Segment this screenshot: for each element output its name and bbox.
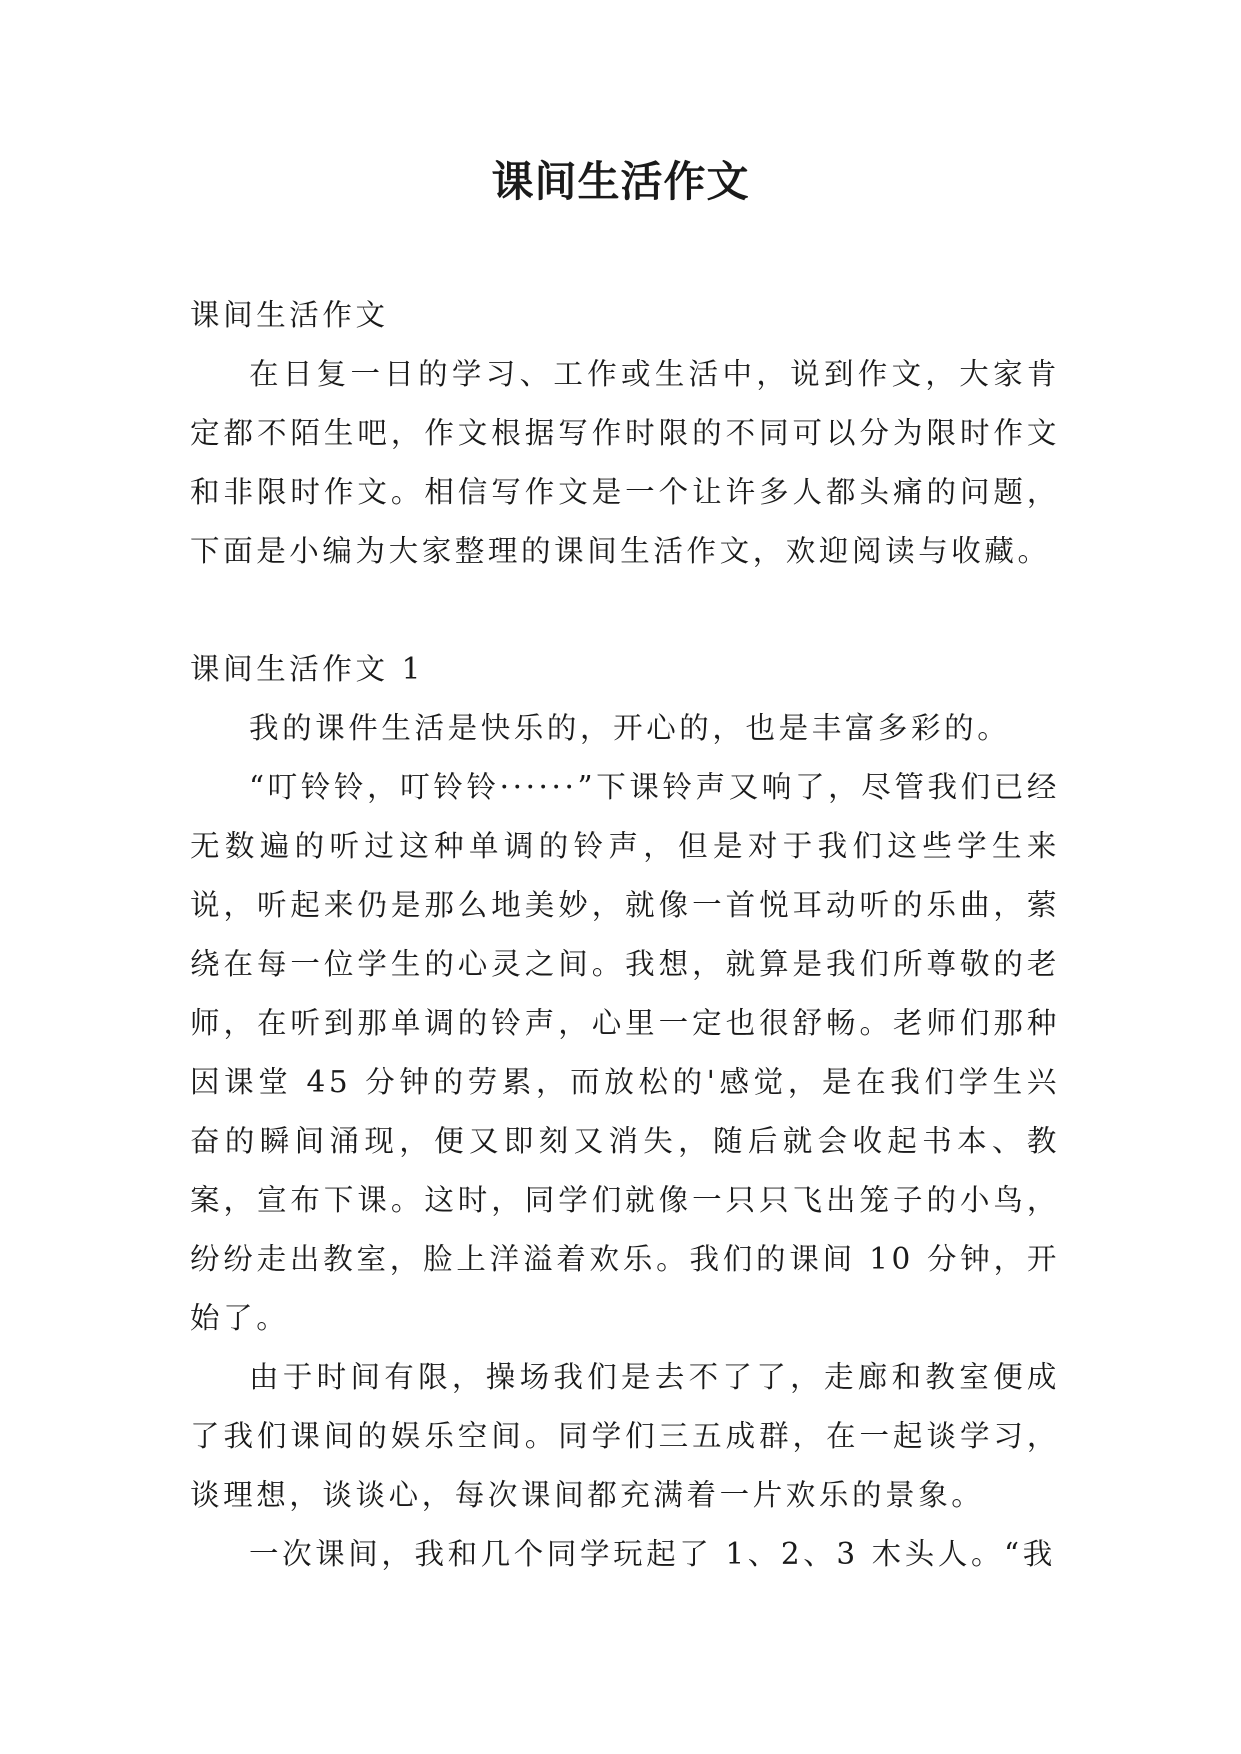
essay-1-paragraph-4: 一次课间，我和几个同学玩起了 1、2、3 木头人。“我 bbox=[249, 1537, 1056, 1571]
document-title: 课间生活作文 bbox=[491, 157, 750, 206]
document-body bbox=[190, 286, 1060, 1584]
section-spacer bbox=[190, 581, 1060, 640]
intro-paragraph: 在日复一日的学习、工作或生活中，说到作文，大家肯定都不陌生吧，作文根据写作时限的不同可以分为限时作文和非限时作文。相信写作文是一个让许多人都头痛的问题，下面是小编为大家整理的课间生活作文，欢迎阅读与收藏。 bbox=[190, 357, 1060, 568]
essay-1-paragraph-1: 我的课件生活是快乐的，开心的，也是丰富多彩的。 bbox=[249, 711, 1011, 745]
essay-1-paragraph-2: “叮铃铃，叮铃铃······”下课铃声又响了，尽管我们已经无数遍的听过这种单调的铃声，但是对于我们这些学生来说，听起来仍是那么地美妙，就像一首悦耳动听的乐曲，萦绕在每一位学生的心灵之间。我想，就算是我们所尊敬的老师，在听到那单调的铃声，心里一定也很舒畅。老师们那种因课堂 45 分钟的劳累，而放松的'感觉，是在我们学生兴奋的瞬间涌现，便又即刻又消失，随后就会收起书本、教案，宣布下课。这时，同学们就像一只只飞出笼子的小鸟，纷纷走出教室，脸上洋溢着欢乐。我们的课间 10 分钟，开始了。 bbox=[190, 770, 1060, 1335]
intro-heading: 课间生活作文 bbox=[190, 298, 389, 332]
essay-1-heading: 课间生活作文 1 bbox=[190, 652, 424, 686]
essay-1-paragraph-3: 由于时间有限，操场我们是去不了了，走廊和教室便成了我们课间的娱乐空间。同学们三五成群，在一起谈学习，谈理想，谈谈心，每次课间都充满着一片欢乐的景象。 bbox=[190, 1360, 1060, 1512]
